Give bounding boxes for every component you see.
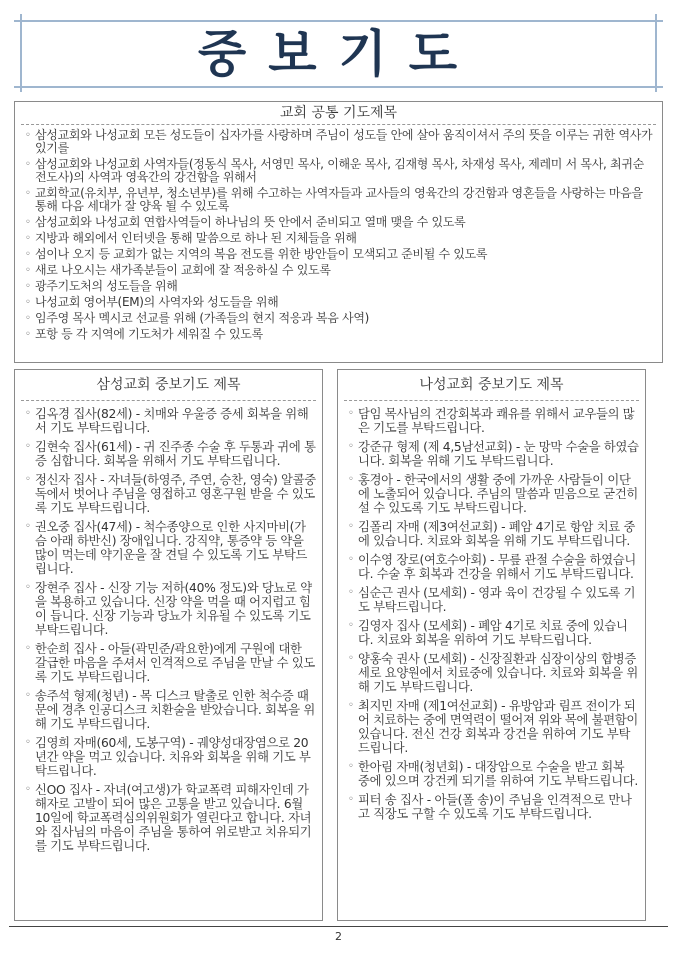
list-item: ◦ 광주기도처의 성도들을 위해 — [23, 280, 654, 293]
samsung-prayer-box — [14, 369, 323, 921]
list-item: ◦ 장현주 집사 - 신장 기능 저하(40% 정도)와 당뇨로 약을 복용하고 있습니다. 신장 약을 먹을 때 어지럽고 힘이 듭니다. 신장 기능과 당뇨가 치유될 수 있도록 기도 부탁드립니다. — [23, 581, 316, 637]
list-item: ◦ 섬이나 오지 등 교회가 없는 지역의 복음 전도를 위한 방안들이 모색되고 준비될 수 있도록 — [23, 248, 654, 261]
list-item: ◦ 나성교회 영어부(EM)의 사역자와 성도들을 위해 — [23, 296, 654, 309]
list-item: ◦ 피터 송 집사 - 아들(폴 송)이 주님을 인격적으로 만나고 직장도 구할 수 있도록 기도 부탁드립니다. — [346, 793, 639, 821]
page-number: 2 — [335, 930, 342, 943]
samsung-prayer-title: 삼성교회 중보기도 제목 — [96, 377, 241, 393]
list-item: ◦ 권오중 집사(47세) - 척수종양으로 인한 사지마비(가슴 아래 하반신) 장애입니다. 강직약, 통증약 등 약을 많이 먹는데 약기운을 잘 견딜 수 있도록 기도 부탁드립니다. — [23, 520, 316, 576]
list-item: ◦ 지방과 해외에서 인터넷을 통해 말씀으로 하나 된 지체들을 위해 — [23, 232, 654, 245]
common-prayer-box — [14, 101, 663, 363]
naseong-prayer-list — [338, 401, 645, 821]
list-item: ◦ 홍경아 - 한국에서의 생활 중에 가까운 사람들이 이단에 노출되어 있습니다. 주님의 말씀과 믿음으로 굳건히 설 수 있도록 기도 부탁드립니다. — [346, 473, 639, 515]
common-prayer-list — [15, 125, 662, 341]
list-item: ◦ 임주영 목사 멕시코 선교를 위해 (가족들의 현지 적응과 복음 사역) — [23, 312, 654, 325]
footer-rule — [9, 926, 668, 927]
list-item: ◦ 강준규 형제 (제 4,5남선교회) - 눈 망막 수술을 하였습니다. 회복을 위해 기도 부탁드립니다. — [346, 440, 639, 468]
page-title: 중보기도 — [197, 25, 480, 83]
list-item: ◦ 담임 목사님의 건강회복과 쾌유를 위해서 교우들의 많은 기도를 부탁드립니다. — [346, 407, 639, 435]
list-item: ◦ 김영희 자매(60세, 도봉구역) - 궤양성대장염으로 20년간 약을 먹고 있습니다. 치유와 회복을 위해 기도 부탁드립니다. — [23, 736, 316, 778]
naseong-prayer-box — [337, 369, 646, 921]
list-item: ◦ 김현숙 집사(61세) - 귀 진주종 수술 후 두통과 귀에 통증 심합니다. 회복을 위해서 기도 부탁드립니다. — [23, 440, 316, 468]
list-item: ◦ 송주석 형제(청년) - 목 디스크 탈출로 인한 척수증 때문에 경추 인공디스크 치환술을 받았습니다. 회복을 위해 기도 부탁드립니다. — [23, 689, 316, 731]
list-item: ◦ 이수영 장로(여호수아회) - 무릎 관절 수술을 하였습니다. 수술 후 회복과 건강을 위해서 기도 부탁드립니다. — [346, 553, 639, 581]
list-item: ◦ 김옥경 집사(82세) - 치매와 우울증 증세 회복을 위해서 기도 부탁드립니다. — [23, 407, 316, 435]
list-item: ◦ 삼성교회와 나성교회 사역자들(정동식 목사, 서영민 목사, 이해운 목사, 김재형 목사, 차재성 목사, 제레미 서 목사, 최귀순 전도사)의 사역과 영육간의 강건함을 위해서 — [23, 158, 654, 184]
list-item: ◦ 정신자 집사 - 자녀들(하영주, 주연, 승찬, 영숙) 알콜중독에서 벗어나 주님을 영접하고 영혼구원 받을 수 있도록 기도 부탁드립니다. — [23, 473, 316, 515]
list-item: ◦ 신OO 집사 - 자녀(여고생)가 학교폭력 피해자인데 가해자로 고발이 되어 많은 고통을 받고 있습니다. 6월 10일에 학교폭력심의위원회가 열린다고 합니다. 자녀와 집사님의 마음이 주님을 통하여 위로받고 치유되기를 기도 부탁드립니다. — [23, 783, 316, 853]
list-item: ◦ 새로 나오시는 새가족분들이 교회에 잘 적응하실 수 있도록 — [23, 264, 654, 277]
list-item: ◦ 김폴리 자매 (제3여선교회) - 폐암 4기로 항암 치료 중에 있습니다. 치료와 회복을 위해 기도 부탁드립니다. — [346, 520, 639, 548]
list-item: ◦ 교회학교(유치부, 유년부, 청소년부)를 위해 수고하는 사역자들과 교사들의 영육간의 강건함과 영혼들을 사랑하는 마음을 통해 다음 세대가 잘 양육 될 수 있도록 — [23, 187, 654, 213]
list-item: ◦ 심순근 권사 (모세회) - 영과 육이 건강될 수 있도록 기도 부탁드립니다. — [346, 586, 639, 614]
naseong-prayer-title: 나성교회 중보기도 제목 — [419, 377, 564, 393]
header-banner — [14, 14, 663, 92]
list-item: ◦ 김영자 집사 (모세회) - 폐암 4기로 치료 중에 있습니다. 치료와 회복을 위하여 기도 부탁드립니다. — [346, 619, 639, 647]
list-item: ◦ 한아림 자매(청년회) - 대장암으로 수술을 받고 회복 중에 있으며 강건케 되기를 위하여 기도 부탁드립니다. — [346, 760, 639, 788]
list-item: ◦ 삼성교회와 나성교회 모든 성도들이 십자가를 사랑하며 주님이 성도들 안에 살아 움직이셔서 주의 뜻을 이루는 귀한 역사가 있기를 — [23, 129, 654, 155]
common-prayer-title: 교회 공통 기도제목 — [279, 105, 398, 121]
list-item: ◦ 포항 등 각 지역에 기도처가 세워질 수 있도록 — [23, 328, 654, 341]
list-item: ◦ 최지민 자매 (제1여선교회) - 유방암과 림프 전이가 되어 치료하는 중에 면역력이 떨어져 위와 목에 불편함이 있습니다. 전신 건강 회복과 강건을 위하여 기도 부탁드립니다. — [346, 699, 639, 755]
list-item: ◦ 삼성교회와 나성교회 연합사역들이 하나님의 뜻 안에서 준비되고 열매 맺을 수 있도록 — [23, 216, 654, 229]
list-item: ◦ 한순희 집사 - 아들(곽민준/곽요한)에게 구원에 대한 갈급한 마음을 주셔서 인격적으로 주님을 만날 수 있도록 기도 부탁드립니다. — [23, 642, 316, 684]
samsung-prayer-list — [15, 401, 322, 853]
list-item: ◦ 양홍숙 권사 (모세회) - 신장질환과 심장이상의 합병증세로 요양원에서 치료중에 있습니다. 치료와 회복을 위해 기도 부탁드립니다. — [346, 652, 639, 694]
header-top-rule — [14, 20, 663, 22]
header-bottom-rule — [14, 86, 663, 88]
